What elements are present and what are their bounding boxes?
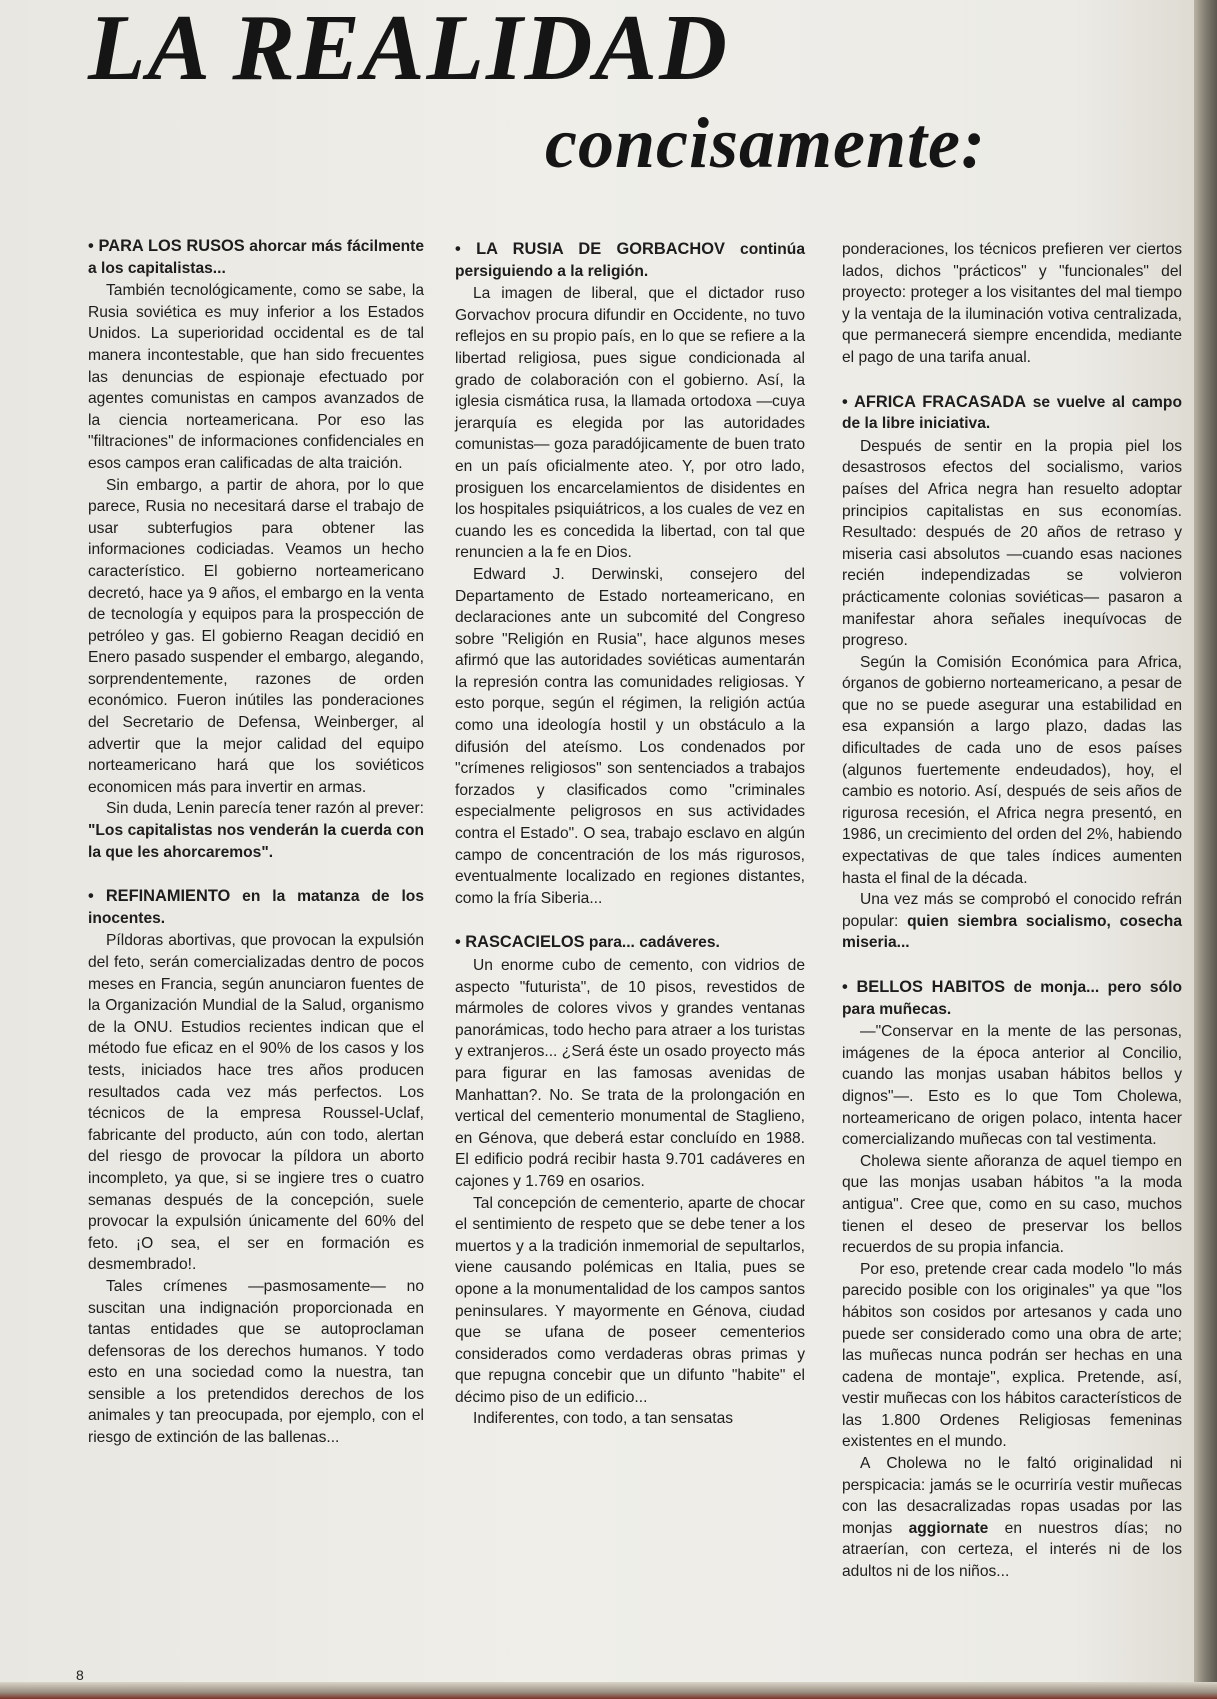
section-heading-text: de monja... pero sólo para muñecas. xyxy=(842,979,1182,1018)
section-gap xyxy=(842,954,1182,977)
section-heading-habitos xyxy=(842,977,1182,1020)
paragraph: Cholewa siente añoranza de aquel tiempo en que las monjas usaban hábitos "a la moda antigua". Cree que, como en su caso, muchos tienen el deseo de preservar los bellos recuerdos de su propia infancia. xyxy=(842,1152,1182,1257)
section-lead: • AFRICA FRACASADA xyxy=(842,392,1027,411)
section-lead: • PARA LOS RUSOS xyxy=(88,237,245,255)
paragraph: Según la Comisión Económica para Africa, órganos de gobierno norteamericano, a pesar de que no se puede asegurar una estabilidad en esa expansión a largo plazo, dadas las dificultades de cada uno de esos países (algunos fuertemente endeudados), hoy, el cambio es notorio. Así, después de seis años de rigurosa recesión, el Africa negra presentó, en 1986, un crecimiento del orden del 2%, habiendo expectativas de que tales índices aumenten hasta el final de la década. xyxy=(842,653,1182,887)
paragraph: Tal concepción de cementerio, aparte de chocar el sentimiento de respeto que se debe tener a los muertos y a la tradición inmemorial de sepultarlos, viene causando polémicas en Italia, pues se opone a la monumentalidad de los campos santos peninsulares. Y mayormente en Génova, ciudad que se ufana de poseer cementerios considerados como verdaderas obras primas y que repugna concebir que un difunto "habite" el décimo piso de un edificio... xyxy=(455,1194,805,1406)
paragraph: Sin embargo, a partir de ahora, por lo que parece, Rusia no necesitará darse el trabajo de usar subterfugios para obtener las informaciones codiciadas. Veamos un hecho característico. El gobierno norteamericano decretó, hace ya 9 años, el embargo en la venta de tecnología y equipos para la prospección de petróleo y gas. El gobierno Reagan decidió en Enero pasado suspender el embargo, alegando, sorprendentemente, razones de orden económico. Fueron inútiles las ponderaciones del Secretario de Defensa, Weinberger, al advertir que la mejor calidad del equipo norteamericano hará que los soviéticos economicen más para invertir en armas. xyxy=(88,476,424,796)
page-edge-shadow xyxy=(1194,0,1217,1699)
paragraph-text: Una vez más se comprobó el conocido refrán popular: xyxy=(842,891,1182,930)
paragraph: Un enorme cubo de cemento, con vidrios de aspecto "futurista", de 10 pisos, revestidos de mármoles de colores vivos y grandes ventanas panorámicas, todo hecho para atraer a los turistas y extranjeros... ¿Será éste un osado proyecto más para figurar en las famosas avenidas de Manhattan?. No. Se trata de la prolongación en vertical del cementerio monumental de Staglieno, en Génova, que deberá estar concluído en 1988. El edificio podrá recibir hasta 9.701 cadáveres en cajones y 1.769 en osarios. xyxy=(455,957,805,1190)
paragraph-text: en nuestros días; no atraerían, con certeza, el interés ni de los adultos ni de los niños... xyxy=(842,1519,1182,1581)
paragraph xyxy=(842,889,1182,954)
page-bottom-edge xyxy=(0,1682,1217,1699)
section-heading-text: en la matanza de los inocentes. xyxy=(88,888,424,927)
section-heading-text: ahorcar más fácilmente a los capitalistas... xyxy=(88,238,425,277)
section-heading-text: para... cadáveres. xyxy=(584,934,720,952)
page-number: 8 xyxy=(76,1667,84,1683)
section-gap xyxy=(455,909,805,932)
section-gap xyxy=(842,369,1182,392)
section-heading-rusos xyxy=(88,236,424,279)
paragraph: Píldoras abortivas, que provocan la expulsión del feto, serán comercializadas dentro de pocos meses en Francia, según anunciaron fuentes de la Organización Mundial de la Salud, organismo de la ONU. Estudios recientes indican que el método fue eficaz en el 90% de los casos y los tests, iniciados hace tres años producen resultados cada vez más perfectos. Los técnicos de la empresa Roussel-Uclaf, fabricante del producto, aún con todo, alertan del riesgo de provocar la píldora un aborto incompleto, ya que, si se ingiere tres o cuatro semanas después de la concepción, suele provocar la expulsión únicamente del 60% del feto. ¡O sea, el ser en formación es desmembrado!. xyxy=(88,932,424,1274)
term-bold: aggiornate xyxy=(908,1519,989,1537)
paragraph: Edward J. Derwinski, consejero del Departamento de Estado norteamericano, en declaraciones ante un subcomité del Congreso sobre "Religión en Rusia", hace algunos meses afirmó que las autoridades soviéticas aumentarán la represión contra las comunidades religiosas. Y esto porque, según el régimen, la religión actúa como una ideología hostil y un obstáculo a la difusión del ateísmo. Los condenados por "crímenes religiosos" son sentenciados a trabajos forzados y clasificados como "criminales especialmente peligrosos en sus actividades contra el Estado". O sea, trabajo esclavo en algún campo de concentración de los más rigurosos, eventualmente localizado en regiones distantes, como la fría Siberia... xyxy=(455,565,805,907)
paragraph: —"Conservar en la mente de las personas, imágenes de la época anterior al Concilio, cuando las monjas usaban hábitos bellos y dignos"—. Esto es lo que Tom Cholewa, norteamericano de origen polaco, intenta hacer comercializando muñecas con tal vestimenta. xyxy=(842,1023,1182,1149)
section-lead: • BELLOS HABITOS xyxy=(842,978,1006,996)
quote-bold: "Los capitalistas nos venderán la cuerda con la que les ahorcaremos". xyxy=(88,822,424,861)
section-lead: • REFINAMIENTO xyxy=(88,887,231,906)
section-lead: • RASCACIELOS xyxy=(455,933,585,952)
paragraph-text: A Cholewa no le faltó originalidad ni perspicacia: jamás se le ocurriría vestir muñecas con las desacralizadas ropas usadas por las monjas xyxy=(842,1455,1182,1537)
headline-line-1: LA REALIDAD xyxy=(88,0,729,100)
paragraph: La imagen de liberal, que el dictador ruso Gorvachov procura difundir en Occidente, no tuvo reflejos en su propio país, en lo que se refiere a la libertad religiosa, pues sigue condicionada al grado de colaboración con el gobierno. Así, la iglesia cismática rusa, la llamada ortodoxa —cuya jerarquía es elegida por las autoridades comunistas— goza paradójicamente de buen trato en un país oficialmente ateo. Y, por otro lado, prosiguen los encarcelamientos de disidentes en los hospitales psiquiátricos, a los cuales de vez en cuando les es concedida la libertad, con tal que renuncien a la fe en Dios. xyxy=(455,285,805,562)
column-2 xyxy=(455,239,805,1430)
quote-bold: quien siembra socialismo, cosecha miseria... xyxy=(842,912,1182,952)
paragraph: Después de sentir en la propia piel los desastrosos efectos del socialismo, varios países del Africa negra han resuelto adoptar principios capitalistas en sus economías. Resultado: después de 20 años de retraso y miseria casi absolutos —cuando esas naciones recién independizadas se volvieron prácticamente colonias soviéticas— pasaron a manifestar ahora señales inequívocas de progreso. xyxy=(842,437,1182,650)
section-heading-gorbachov xyxy=(455,239,805,282)
paragraph: También tecnológicamente, como se sabe, la Rusia soviética es muy inferior a los Estados Unidos. La superioridad occidental es de tal manera incontestable, que han sido frecuentes las denuncias de espionaje efectuado por agentes comunistas en campos avanzados de la ciencia norteamericana. Por eso las "filtraciones" de informaciones confidenciales en esos campos eran calificadas de alta traición. xyxy=(88,282,424,472)
section-gap xyxy=(88,863,424,886)
paragraph xyxy=(842,1453,1182,1583)
section-heading-rascacielos xyxy=(455,932,805,954)
column-3 xyxy=(842,239,1182,1583)
paragraph xyxy=(88,798,424,863)
column-1 xyxy=(88,236,424,1449)
section-lead: • LA RUSIA DE GORBACHOV xyxy=(455,240,725,258)
section-heading-refinamiento xyxy=(88,886,424,929)
section-heading-africa xyxy=(842,392,1182,435)
section-heading-text: continúa persiguiendo a la religión. xyxy=(455,241,805,280)
paragraph-text: Sin duda, Lenin parecía tener razón al prever: xyxy=(106,800,424,818)
paragraph: Por eso, pretende crear cada modelo "lo más parecido posible con los originales" ya que "los hábitos son cosidos por artesanos y cada uno puede ser considerado como una obra de arte; las muñecas nunca podrán ser hechas en una cadena de montaje", explica. Pretende, así, vestir muñecas con los hábitos característicos de las 1.800 Ordenes Religiosas femeninas existentes en el mundo. xyxy=(842,1260,1182,1451)
paragraph: Indiferentes, con todo, a tan sensatas xyxy=(473,1410,734,1428)
paragraph-continued: ponderaciones, los técnicos prefieren ver ciertos lados, dichos "prácticos" y "funcionales" del proyecto: proteger a los visitantes del mal tiempo y la ventaja de la iluminación votiva centralizada, que permanecerá siempre encendida, mediante el pago de una tarifa anual. xyxy=(842,241,1182,366)
section-heading-text: se vuelve al campo de la libre iniciativa. xyxy=(842,393,1182,433)
paragraph: Tales crímenes —pasmosamente— no suscitan una indignación proporcionada en tantas entidades que se autoproclaman defensoras de los derechos humanos. Y todo esto en una sociedad como la nuestra, tan sensible a los pretendidos derechos de los animales y tan preocupada, por ejemplo, con el riesgo de extinción de las ballenas... xyxy=(88,1277,424,1447)
headline-line-2: concisamente: xyxy=(545,103,986,183)
